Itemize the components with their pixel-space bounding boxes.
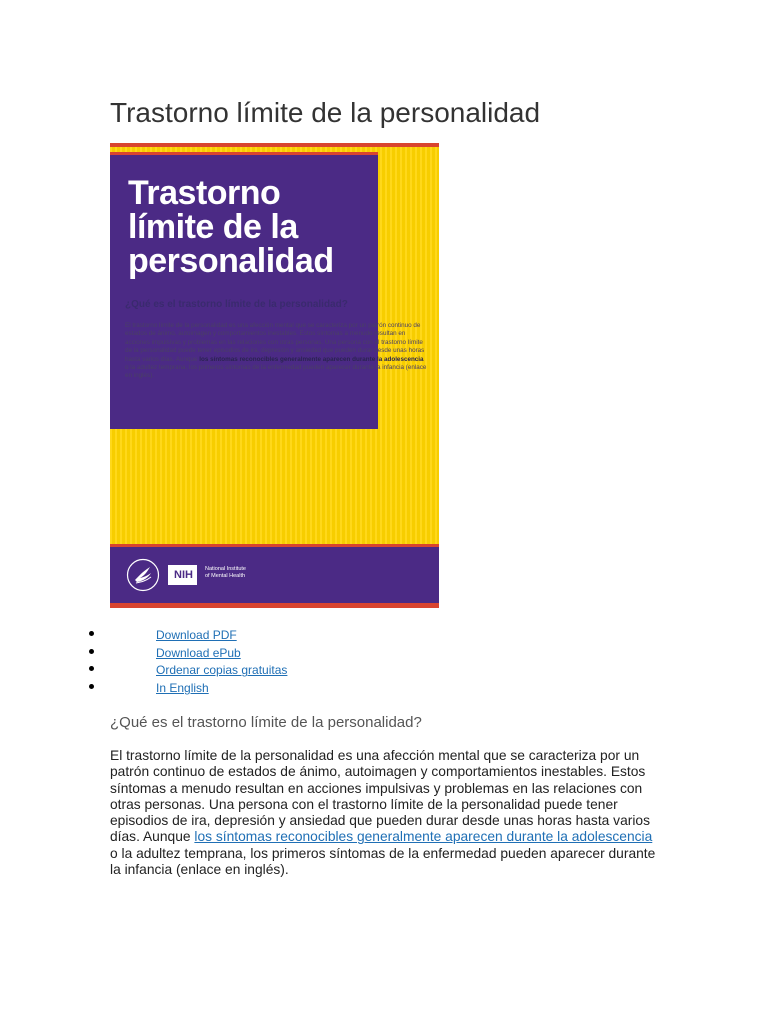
nih-logo <box>168 562 248 588</box>
cover-body-before: El trastorno límite de la personalidad es una afección mental que se caracteriza por un patrón continuo de estados de ánimo, autoimagen y comportamientos inestables. Estos síntomas a menudo resultan en acciones impulsivas y problemas en las relaciones con otras personas. Una persona con el trastorno límite de la personalidad puede tener episodios de ira, depresión y ansiedad que pueden durar desde unas horas hasta varios días. Aunque <box>125 322 425 363</box>
cover-bottom-band <box>110 544 439 608</box>
bullet-icon <box>89 684 94 689</box>
nih-abbreviation: NIH <box>168 565 197 585</box>
cover-body-text <box>125 322 427 381</box>
download-pdf-link[interactable]: Download PDF <box>156 628 237 642</box>
section-heading: ¿Qué es el trastorno límite de la personalidad? <box>110 714 422 731</box>
bullet-icon <box>89 649 94 654</box>
download-epub-link[interactable]: Download ePub <box>156 645 241 660</box>
cover-top-stripe <box>110 143 439 147</box>
english-version-link[interactable]: In English <box>156 681 209 696</box>
cover-band-bottom-stripe <box>110 603 439 608</box>
bullet-icon <box>89 666 94 671</box>
cover-band-top-stripe <box>110 544 439 547</box>
section-text-before: El trastorno límite de la personalidad es una afección mental que se caracteriza por un patrón continuo de estados de ánimo, autoimagen y comportamientos inestables. Estos síntomas a menudo resultan en acciones impulsivas y problemas en las relaciones con otras personas. Una persona con el trastorno límite de la personalidad puede tener episodios de ira, depresión y ansiedad que pueden durar desde unas horas hasta varios días. Aunque <box>110 748 650 845</box>
bullet-icon <box>89 631 94 636</box>
cover-title-box <box>110 152 378 429</box>
order-free-copies-link[interactable]: Ordenar copias gratuitas <box>156 663 288 678</box>
nih-institute-name: National Institute of Mental Health <box>205 566 246 579</box>
brochure-cover-image <box>110 143 439 608</box>
cover-body-after: o la adultez temprana, los primeros síntomas de la enfermedad pueden aparecer durante la infancia (enlace en inglés). <box>125 364 427 380</box>
cover-question: ¿Qué es el trastorno límite de la personalidad? <box>125 299 348 310</box>
section-body-paragraph <box>110 748 660 878</box>
section-text-after: o la adultez temprana, los primeros síntomas de la enfermedad pueden aparecer durante la infancia (enlace en inglés). <box>110 845 656 878</box>
cover-title-stripe <box>110 152 378 155</box>
symptoms-adolescence-link[interactable]: los síntomas reconocibles generalmente aparecen durante la adolescencia <box>194 829 653 845</box>
page-title: Trastorno límite de la personalidad <box>110 97 541 128</box>
hhs-eagle-logo-icon <box>126 558 160 592</box>
cover-title: Trastorno límite de la personalidad <box>128 174 334 280</box>
cover-body-bold: los síntomas reconocibles generalmente aparecen durante la adolescencia <box>199 355 424 363</box>
